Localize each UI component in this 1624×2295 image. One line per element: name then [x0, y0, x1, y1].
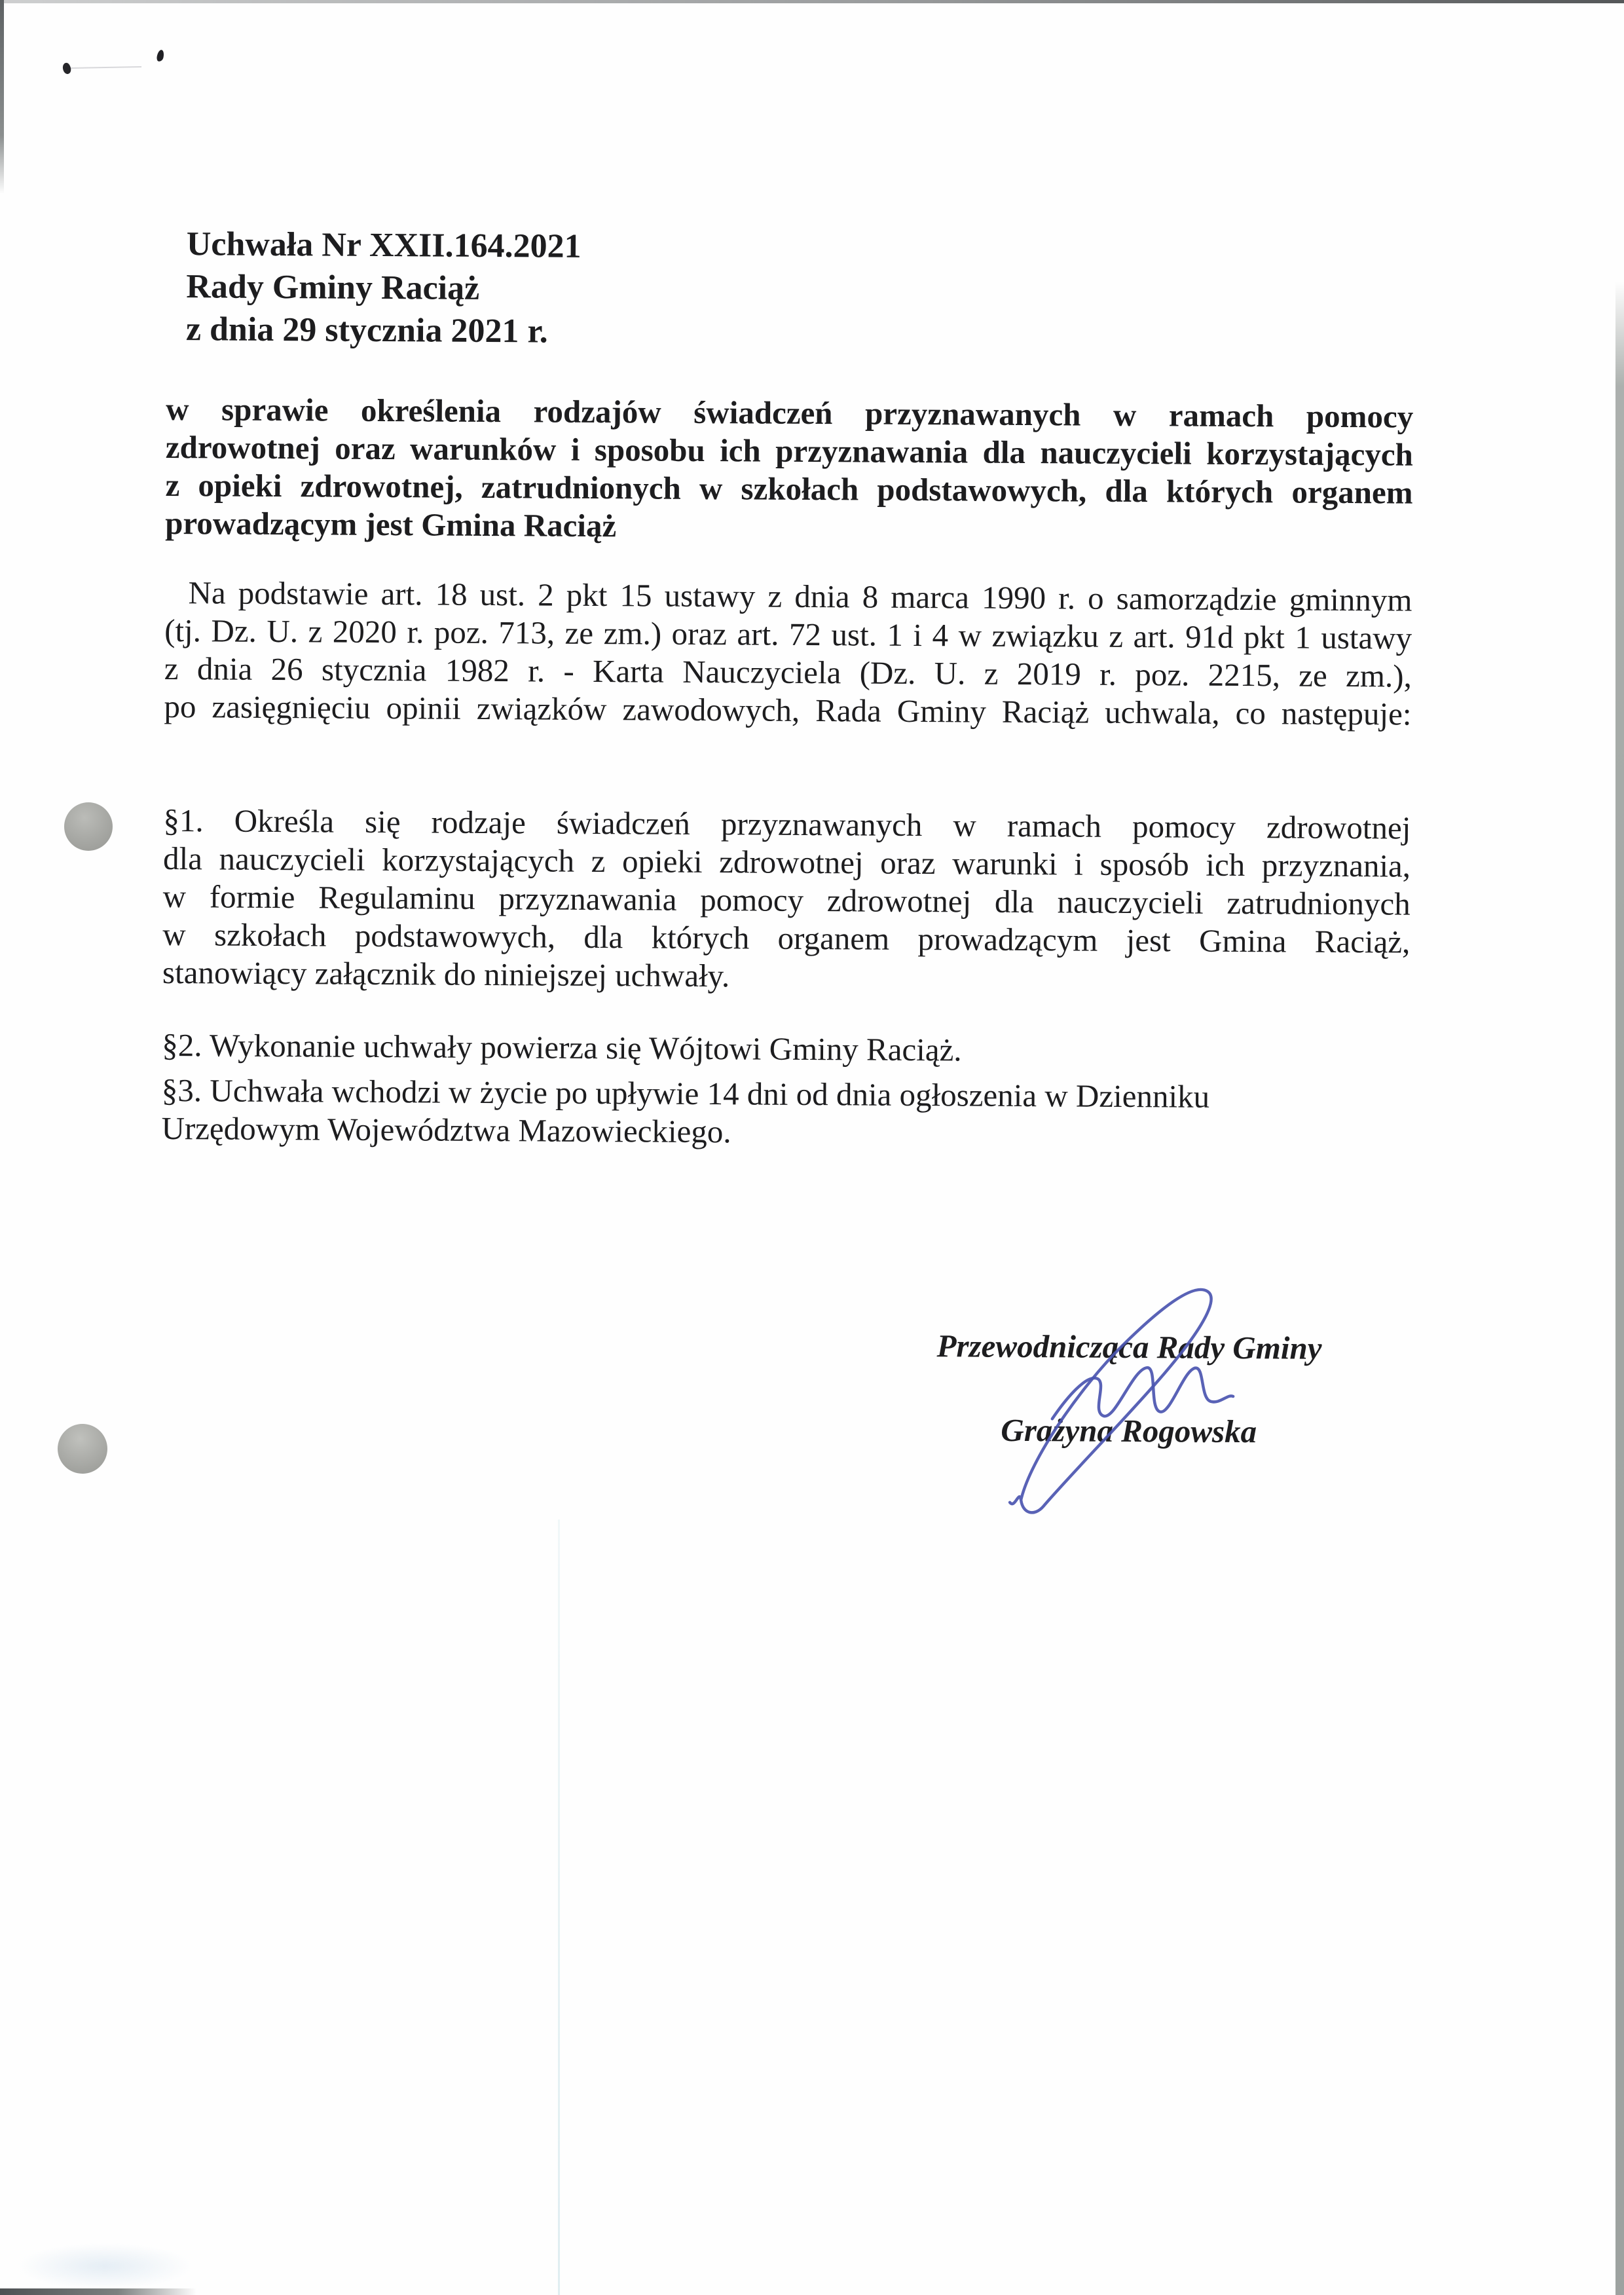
subject-line: z opieki zdrowotnej, zatrudnionych w szkołach podstawowych, dla których organem: [165, 466, 1413, 511]
scan-edge-bottom-shadow: [0, 2288, 196, 2295]
section-1-line: dla nauczycieli korzystających z opieki zdrowotnej oraz warunki i sposób ich przyznania,: [162, 840, 1411, 884]
scanner-streak-line: [558, 1520, 560, 2295]
section-1-line: stanowiący załącznik do niniejszej uchwały.: [162, 954, 730, 994]
scan-edge-right-shadow: [1615, 282, 1624, 2295]
signature-role: Przewodnicząca Rady Gminy: [936, 1328, 1322, 1366]
signature-stroke-loop: [1010, 1288, 1211, 1514]
subject-paragraph: [165, 390, 1413, 550]
section-2-line: §2. Wykonanie uchwały powierza się Wójtowi Gminy Raciąż.: [162, 1026, 962, 1068]
section-3-paragraph: [161, 1072, 1409, 1155]
signature-name: Grażyna Rogowska: [1001, 1411, 1257, 1450]
subject-line: zdrowotnej oraz warunków i sposobu ich przyznawania dla nauczycieli korzystających: [165, 428, 1414, 473]
section-1-line: w szkołach podstawowych, dla których organem prowadzącym jest Gmina Raciąż,: [162, 916, 1411, 960]
section-1-line: w formie Regulaminu przyznawania pomocy zdrowotnej dla nauczycieli zatrudnionych: [162, 878, 1411, 922]
section-2-paragraph: [162, 1026, 1409, 1072]
resolution-title: [186, 223, 1434, 358]
title-council-line: Rady Gminy Raciąż: [186, 268, 480, 307]
legal-basis-line: Na podstawie art. 18 ust. 2 pkt 15 ustawy z dnia 8 marca 1990 r. o samorządzie gminnym: [188, 574, 1412, 618]
subject-line: prowadzącym jest Gmina Raciąż: [165, 504, 617, 544]
subject-line: w sprawie określenia rodzajów świadczeń przyznawanych w ramach pomocy: [166, 390, 1414, 435]
section-1-line: §1. Określa się rodzaje świadczeń przyznawanych w ramach pomocy zdrowotnej: [163, 802, 1411, 846]
scan-edge-left-shadow: [0, 0, 4, 194]
section-3-line: §3. Uchwała wchodzi w życie po upływie 14 dni od dnia ogłoszenia w Dzienniku: [161, 1072, 1210, 1115]
legal-basis-line: z dnia 26 stycznia 1982 r. - Karta Nauczyciela (Dz. U. z 2019 r. poz. 2215, ze zm.),: [164, 650, 1412, 694]
legal-basis-paragraph: [164, 574, 1412, 734]
hole-punch-mark-top: [64, 802, 113, 851]
legal-basis-line: po zasięgnięciu opinii związków zawodowych, Rada Gminy Raciąż uchwala, co następuje:: [164, 688, 1412, 732]
title-date-line: z dnia 29 stycznia 2021 r.: [185, 310, 548, 350]
title-number-line: Uchwała Nr XXII.164.2021: [186, 225, 581, 265]
scan-smudge-bottom-left: [16, 2243, 193, 2289]
hole-punch-mark-bottom: [58, 1424, 107, 1474]
section-3-line: Urzędowym Województwa Mazowieckiego.: [161, 1110, 731, 1150]
section-1-paragraph: [162, 802, 1411, 999]
scan-edge-top-shadow: [0, 0, 1624, 3]
legal-basis-line: (tj. Dz. U. z 2020 r. poz. 713, ze zm.) oraz art. 72 ust. 1 i 4 w związku z art. 91d pkt 1 ustawy: [164, 612, 1412, 656]
handwritten-signature-ink: [974, 1269, 1251, 1533]
